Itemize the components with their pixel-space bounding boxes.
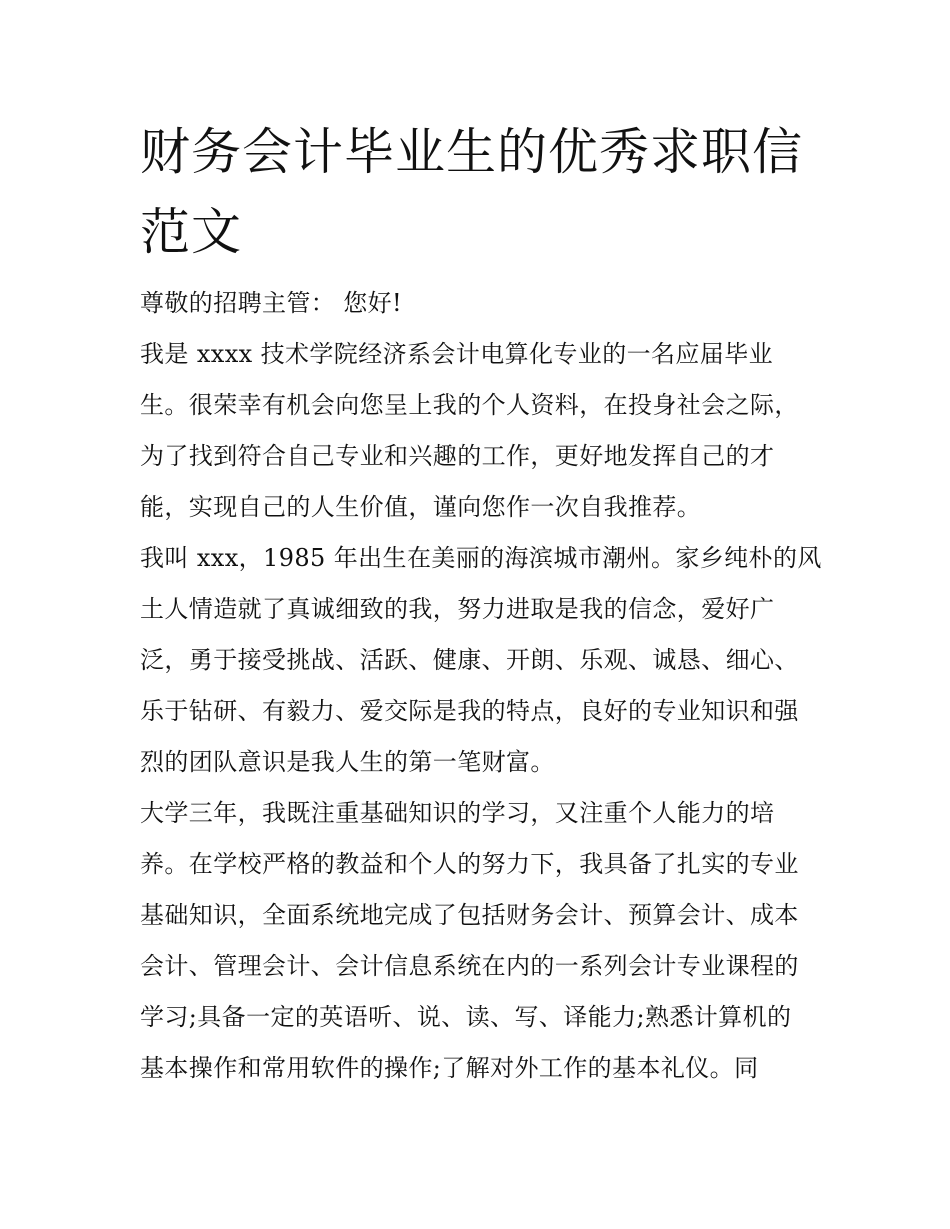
- text-line: 学习;具备一定的英语听、说、读、写、译能力;熟悉计算机的: [140, 1003, 792, 1031]
- document-title: [140, 112, 840, 272]
- text-line: 尊敬的招聘主管： 您好!: [140, 289, 403, 317]
- text-line: 乐于钻研、有毅力、爱交际是我的特点，良好的专业知识和强: [140, 697, 799, 725]
- text-line: 能，实现自己的人生价值，谨向您作一次自我推荐。: [140, 493, 702, 521]
- text-line: 我是 xxxx 技术学院经济系会计电算化专业的一名应届毕业: [140, 340, 773, 368]
- text-line: 生。很荣幸有机会向您呈上我的个人资料，在投身社会之际，: [140, 391, 799, 419]
- text-line: 养。在学校严格的教益和个人的努力下，我具备了扎实的专业: [140, 850, 799, 878]
- title-line: 范文: [140, 203, 242, 261]
- text-line: 会计、管理会计、会计信息系统在内的一系列会计专业课程的: [140, 952, 799, 980]
- text-line: 土人情造就了真诚细致的我，努力进取是我的信念，爱好广: [140, 595, 775, 623]
- text-line: 为了找到符合自己专业和兴趣的工作，更好地发挥自己的才: [140, 442, 775, 470]
- text-line: 基础知识，全面系统地完成了包括财务会计、预算会计、成本: [140, 901, 799, 929]
- personal-background-paragraph: [140, 533, 830, 788]
- text-line: 泛，勇于接受挑战、活跃、健康、开朗、乐观、诚恳、细心、: [140, 646, 799, 674]
- title-line: 财务会计毕业生的优秀求职信: [140, 123, 803, 181]
- document-body: [140, 278, 830, 1094]
- text-line: 基本操作和常用软件的操作;了解对外工作的基本礼仪。同: [140, 1054, 759, 1082]
- greeting-paragraph: [140, 278, 830, 329]
- text-line: 我叫 xxx，1985 年出生在美丽的海滨城市潮州。家乡纯朴的风: [140, 544, 822, 572]
- text-line: 烈的团队意识是我人生的第一笔财富。: [140, 748, 555, 776]
- education-paragraph: [140, 788, 830, 1094]
- introduction-paragraph: [140, 329, 830, 533]
- text-line: 大学三年，我既注重基础知识的学习，又注重个人能力的培: [140, 799, 775, 827]
